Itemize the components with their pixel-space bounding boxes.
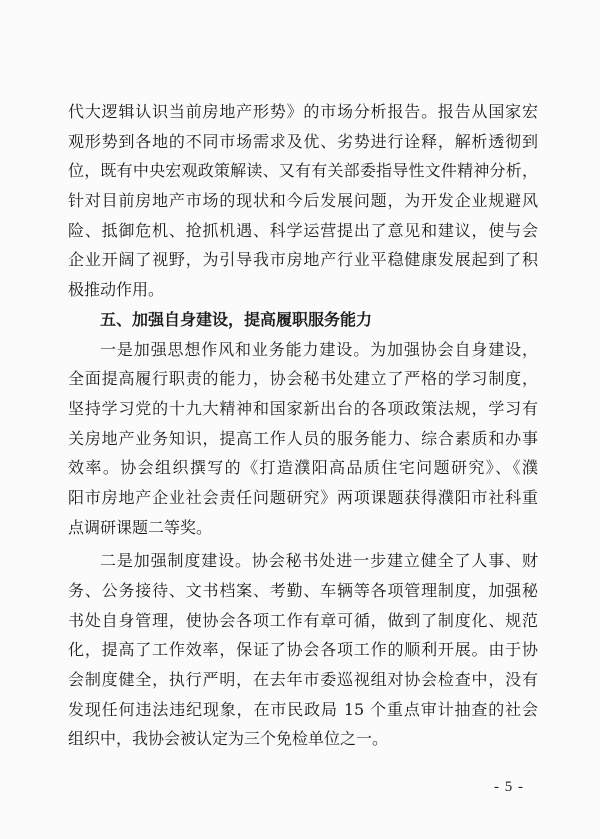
text-line: 极推动作用。 — [68, 280, 165, 300]
text-line: 险、抵御危机、抢抓机遇、科学运营提出了意见和建议，使与会 — [68, 220, 538, 240]
text-line: 会制度健全，执行严明，在去年市委巡视组对协会检查中，没有 — [68, 670, 538, 690]
text-line: 点调研课题二等奖。 — [68, 517, 213, 537]
document-body — [68, 97, 538, 754]
text-line: 观形势到各地的不同市场需求及优、劣势进行诠释，解析透彻到 — [68, 131, 538, 151]
text-line: 阳市房地产企业社会责任问题研究》两项课题获得濮阳市社科重 — [68, 487, 538, 507]
text-line: 坚持学习党的十九大精神和国家新出台的各项政策法规，学习有 — [68, 398, 538, 418]
text-line: 关房地产业务知识，提高工作人员的服务能力、综合素质和办事 — [68, 428, 538, 448]
paragraph-market-report — [68, 97, 538, 305]
paragraph-institution-building — [68, 546, 538, 754]
text-line: 发现任何违法违纪现象，在市民政局 15 个重点审计抽查的社会 — [68, 699, 538, 719]
text-line: 效率。协会组织撰写的《打造濮阳高品质住宅问题研究》、《濮 — [68, 458, 538, 478]
text-line: 化，提高了工作效率，保证了协会各项工作的顺利开展。由于协 — [68, 640, 538, 660]
text-line: 企业开阔了视野，为引导我市房地产行业平稳健康发展起到了积 — [68, 250, 538, 270]
text-line: 位，既有中央宏观政策解读、又有有关部委指导性文件精神分析， — [68, 161, 538, 181]
text-line: 务、公务接待、文书档案、考勤、车辆等各项管理制度，加强秘 — [68, 581, 538, 600]
paragraph-work-style — [68, 335, 538, 543]
section-heading: 五、加强自身建设，提高履职服务能力 — [100, 309, 373, 329]
text-line: 一是加强思想作风和业务能力建设。为加强协会自身建设， — [100, 339, 538, 359]
text-line: 书处自身管理，使协会各项工作有章可循，做到了制度化、规范 — [68, 610, 538, 630]
text-line: 二是加强制度建设。协会秘书处进一步建立健全了人事、财 — [100, 551, 538, 571]
text-line: 针对目前房地产市场的现状和今后发展问题，为开发企业规避风 — [68, 191, 538, 211]
text-line: 全面提高履行职责的能力，协会秘书处建立了严格的学习制度， — [68, 369, 538, 389]
text-line: 组织中，我协会被认定为三个免检单位之一。 — [68, 729, 389, 749]
text-line: 代大逻辑认识当前房地产形势》的市场分析报告。报告从国家宏 — [68, 102, 538, 121]
page-number: - 5 - — [494, 779, 524, 795]
